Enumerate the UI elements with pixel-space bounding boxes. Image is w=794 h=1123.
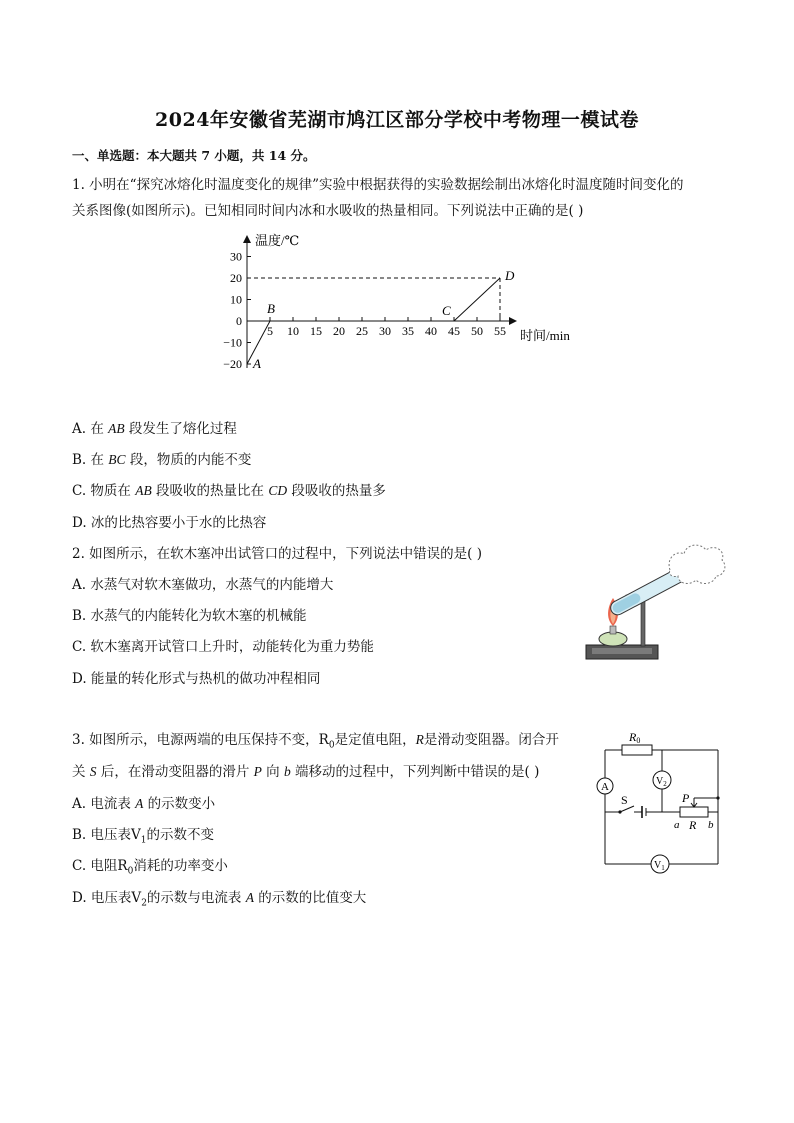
question-3-option-d[interactable]: D. 电压表$V_2$的示数与电流表 A 的示数的比值变大 bbox=[72, 890, 367, 909]
question-1-option-b[interactable]: B. 在 BC 段，物质的内能不变 bbox=[72, 452, 252, 468]
label-a: a bbox=[674, 819, 680, 831]
question-1-option-c[interactable]: C. 物质在 AB 段吸收的热量比在 CD 段吸收的热量多 bbox=[72, 483, 386, 499]
x-tick-label: 30 bbox=[379, 324, 391, 338]
question-2-stem: 2. 如图所示，在软木塞冲出试管口的过程中，下列说法中错误的是( ) bbox=[72, 546, 482, 562]
temperature-time-chart bbox=[200, 228, 600, 398]
question-1-line-2: 关系图像(如图所示)。已知相同时间内冰和水吸收的热量相同。下列说法中正确的是( ) bbox=[72, 203, 584, 219]
y-tick-label: 20 bbox=[230, 271, 242, 285]
x-tick-label: 20 bbox=[333, 324, 345, 338]
svg-text:V1: $V_1$ bbox=[654, 860, 665, 872]
question-2-option-a[interactable]: A. 水蒸气对软木塞做功，水蒸气的内能增大 bbox=[72, 577, 334, 593]
x-tick-label: 50 bbox=[471, 324, 483, 338]
label-r: R bbox=[689, 818, 697, 832]
x-tick-label: 55 bbox=[494, 324, 506, 338]
x-tick-label: 35 bbox=[402, 324, 414, 338]
chart-y-label: 温度/℃ bbox=[255, 233, 300, 248]
question-1-option-d[interactable]: D. 冰的比热容要小于水的比热容 bbox=[72, 515, 267, 531]
question-1-stem bbox=[72, 172, 683, 224]
point-label-a: A bbox=[253, 356, 261, 371]
x-tick-label: 40 bbox=[425, 324, 437, 338]
question-3-line-2: 关 S 后，在滑动变阻器的滑片 P 向 b 端移动的过程中，下列判断中错误的是( ) bbox=[72, 763, 540, 780]
test-tube-apparatus-figure bbox=[578, 540, 728, 665]
chart-x-label: 时间/min bbox=[520, 328, 570, 343]
circuit-diagram bbox=[590, 728, 730, 876]
question-1-line-1: 1. 小明在“探究冰熔化时温度变化的规律”实验中根据获得的实验数据绘制出冰熔化时温度随时间变化的 bbox=[72, 177, 684, 193]
label-r0: R0 bbox=[629, 730, 641, 745]
y-tick-label: 10 bbox=[230, 292, 242, 307]
page-title: 2024年安徽省芜湖市鸠江区部分学校中考物理一模试卷 bbox=[155, 109, 639, 131]
x-tick-label: 10 bbox=[287, 324, 299, 338]
y-tick-label: 30 bbox=[230, 249, 242, 264]
question-3-option-b[interactable]: B. 电压表$V_1$的示数不变 bbox=[72, 827, 214, 846]
point-label-d: D bbox=[505, 268, 515, 283]
question-2-option-c[interactable]: C. 软木塞离开试管口上升时，动能转化为重力势能 bbox=[72, 639, 374, 655]
label-b: b bbox=[708, 819, 714, 831]
question-3-option-a[interactable]: A. 电流表 A 的示数变小 bbox=[72, 796, 216, 812]
label-p: P bbox=[682, 791, 690, 805]
question-2-option-d[interactable]: D. 能量的转化形式与热机的做功冲程相同 bbox=[72, 671, 321, 687]
section-heading: 一、单选题：本大题共 7 小题，共 14 分。 bbox=[72, 148, 316, 163]
question-3-line-1: 3. 如图所示，电源两端的电压保持不变，$R_0$是定值电阻，R是滑动变阻器。闭合开 bbox=[72, 732, 559, 751]
point-label-c: C bbox=[442, 303, 451, 318]
svg-text:V2: $V_2$ bbox=[656, 776, 667, 788]
point-label-b: B bbox=[267, 301, 275, 316]
x-tick-label: 5 bbox=[267, 324, 273, 338]
svg-text:A: A bbox=[601, 781, 609, 793]
question-1-option-a[interactable]: A. 在 AB 段发生了熔化过程 bbox=[72, 421, 237, 437]
question-2-option-b[interactable]: B. 水蒸气的内能转化为软木塞的机械能 bbox=[72, 608, 307, 624]
y-tick-label: −20 bbox=[223, 357, 242, 371]
question-3-option-c[interactable]: C. 电阻$R_0$消耗的功率变小 bbox=[72, 858, 228, 877]
label-s: S bbox=[621, 793, 628, 807]
x-tick-label: 45 bbox=[448, 324, 460, 338]
y-tick-label: −10 bbox=[223, 335, 242, 350]
y-tick-label: 0 bbox=[236, 314, 242, 328]
x-tick-label: 15 bbox=[310, 324, 322, 338]
x-tick-label: 25 bbox=[356, 324, 368, 338]
question-3-stem bbox=[72, 727, 559, 785]
